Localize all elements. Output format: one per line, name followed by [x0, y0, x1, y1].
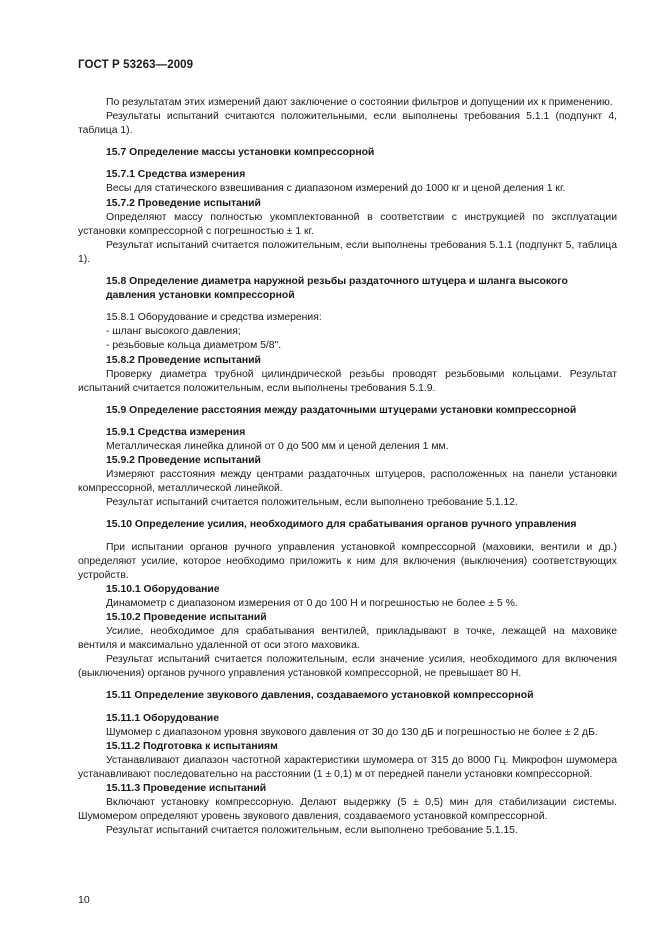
indented-line: Шумомер с диапазоном уровня звукового давления от 30 до 130 дБ и погрешностью не более ± 2 дБ.	[106, 726, 598, 738]
paragraph: Проверку диаметра трубной цилиндрической резьбы проводят резьбовыми кольцами. Результат испытаний считается положительным, если выполнены требования 5.1.9.	[78, 368, 617, 394]
section-spacer	[78, 681, 617, 689]
indented-line: Динамометр с диапазоном измерения от 0 до 100 Н и погрешностью не более ± 5 %.	[106, 597, 518, 609]
subsection-heading: 15.9.1 Средства измерения	[106, 426, 246, 438]
paragraph: Включают установку компрессорную. Делают выдержку (5 ± 0,5) мин для стабилизации системы. Шумомером определяют уровень звукового давления, создаваемого установкой компрессорной.	[78, 797, 617, 823]
section-heading: 15.8 Определение диаметра наружной резьбы раздаточного штуцера и шланга высокого давления установки компрессорной	[106, 276, 568, 302]
section-spacer	[78, 704, 617, 712]
paragraph: Устанавливают диапазон частотной характеристики шумомера от 315 до 8000 Гц. Микрофон шумомера устанавливают последовательно на расстоянии (1 ± 0,1) м от передней панели установки компрессорной.	[78, 754, 617, 780]
paragraph: Результат испытаний считается положительным, если выполнены требования 5.1.1 (подпункт 5, таблица 1).	[78, 239, 617, 265]
paragraph: Результат испытаний считается положительным, если значение усилия, необходимого для включения (выключения) органов ручного управления установкой компрессорной, не превышает 80 Н.	[78, 654, 617, 680]
section-heading: 15.7 Определение массы установки компрессорной	[106, 147, 375, 159]
indented-line: Металлическая линейка длиной от 0 до 500 мм и ценой деления 1 мм.	[106, 440, 449, 452]
section-spacer	[78, 303, 617, 311]
paragraph: Измеряют расстояния между центрами раздаточных штуцеров, расположенных на панели установки компрессорной, металлической линейкой.	[78, 469, 617, 495]
section-spacer	[78, 510, 617, 518]
subsection-heading: 15.7.2 Проведение испытаний	[106, 197, 261, 209]
indented-line: - резьбовые кольца диаметром 5/8".	[106, 340, 282, 352]
page-number: 10	[78, 894, 90, 906]
subsection-heading: 15.10.2 Проведение испытаний	[106, 612, 267, 623]
document-body	[78, 96, 617, 838]
section-spacer	[78, 533, 617, 541]
paragraph: Результат испытаний считается положительным, если выполнено требование 5.1.12.	[106, 497, 518, 509]
paragraph: По результатам этих измерений дают заключение о состоянии фильтров и допущении их к применению.	[106, 97, 613, 108]
section-spacer	[78, 138, 617, 146]
subsection-heading: 15.7.1 Средства измерения	[106, 169, 246, 181]
subsection-heading: 15.11.1 Оборудование	[106, 712, 219, 724]
subsection-heading: 15.10.1 Оборудование	[106, 583, 220, 595]
subsection-heading: 15.11.2 Подготовка к испытаниям	[106, 740, 278, 752]
paragraph: При испытании органов ручного управления установкой компрессорной (маховики, вентили и др.) определяют усилие, которое необходимо приложить к ним для включения (выключения) соответствующих устройств.	[78, 541, 617, 581]
section-heading: 15.9 Определение расстояния между раздаточными штуцерами установки компрессорной	[106, 404, 577, 416]
section-spacer	[78, 267, 617, 275]
indented-line: - шланг высокого давления;	[106, 326, 241, 338]
paragraph: Определяют массу полностью укомплектованной в соответствии с инструкцией по эксплуатации установки компрессорной с погрешностью ± 1 кг.	[78, 211, 617, 237]
section-spacer	[78, 418, 617, 426]
paragraph: Результат испытаний считается положительным, если выполнено требование 5.1.15.	[106, 825, 518, 837]
paragraph: Результаты испытаний считаются положительными, если выполнены требования 5.1.1 (подпункт 4, таблица 1).	[78, 111, 617, 137]
subsection-heading: 15.11.3 Проведение испытаний	[106, 783, 267, 795]
subsection-heading: 15.8.2 Проведение испытаний	[106, 354, 261, 366]
document-header: ГОСТ Р 53263—2009	[78, 59, 194, 71]
subsection-heading: 15.9.2 Проведение испытаний	[106, 455, 261, 467]
section-heading: 15.11 Определение звукового давления, создаваемого установкой компрессорной	[106, 690, 534, 702]
section-heading: 15.10 Определение усилия, необходимого для срабатывания органов ручного управления	[106, 519, 577, 531]
paragraph: Усилие, необходимое для срабатывания вентилей, прикладывают в точке, лежащей на маховике вентиля и максимально удаленной от оси этого маховика.	[78, 626, 617, 652]
indented-line: Весы для статического взвешивания с диапазоном измерений до 1000 кг и ценой деления 1 кг.	[106, 183, 566, 195]
indented-line: 15.8.1 Оборудование и средства измерения:	[106, 312, 322, 324]
section-spacer	[78, 396, 617, 404]
section-spacer	[78, 160, 617, 168]
